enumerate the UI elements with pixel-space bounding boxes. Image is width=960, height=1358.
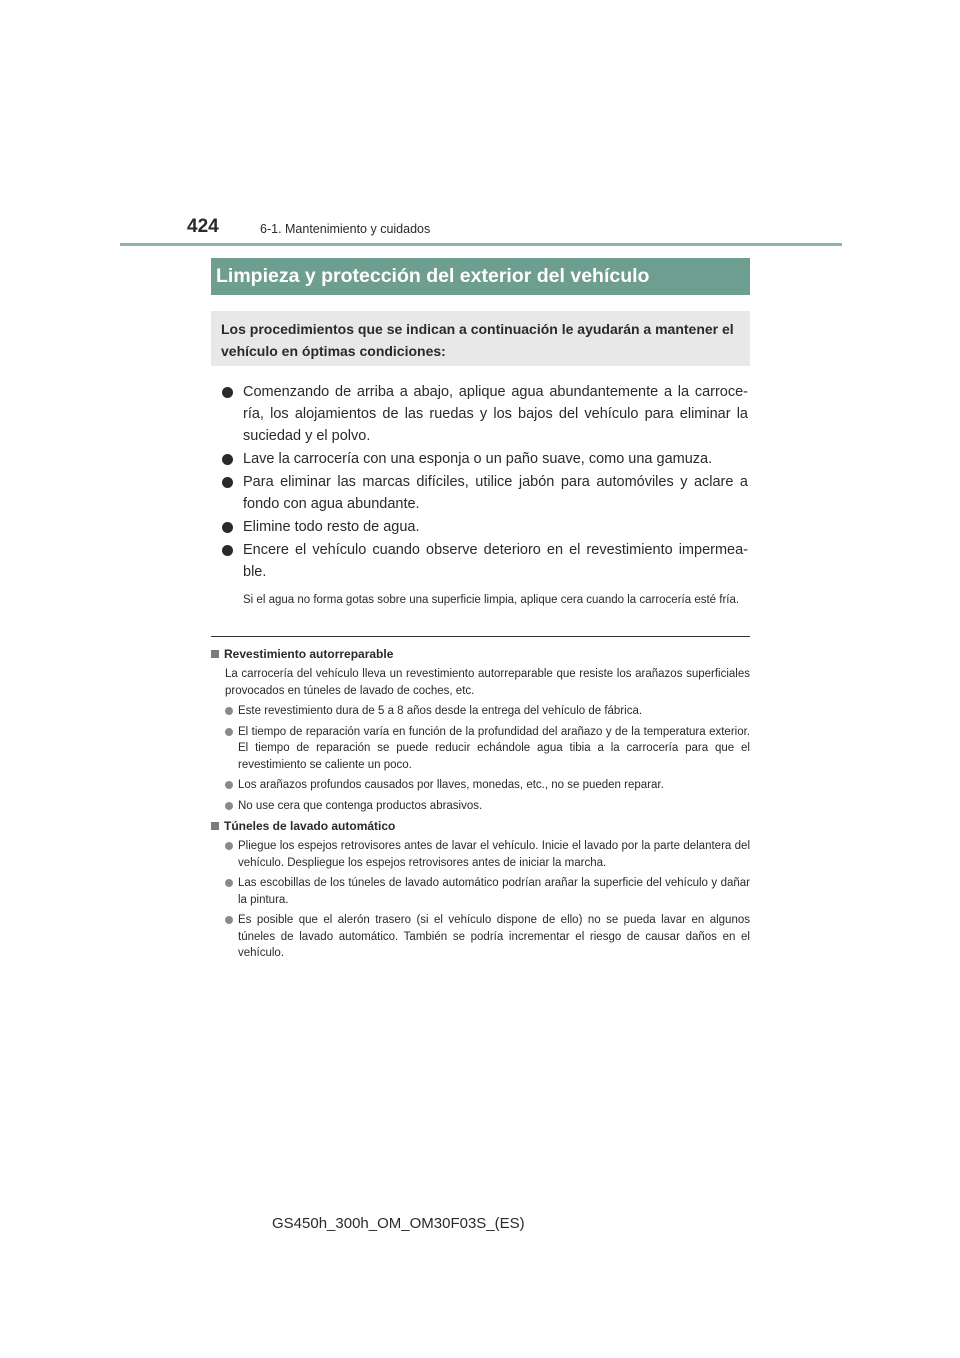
revestimiento-list bbox=[211, 703, 750, 814]
main-list-item bbox=[222, 448, 748, 470]
note-list-item bbox=[211, 703, 750, 720]
bullet-icon bbox=[222, 522, 233, 533]
page-number: 424 bbox=[187, 216, 219, 237]
note-list-item bbox=[211, 724, 750, 774]
header-divider bbox=[120, 243, 842, 246]
note-heading-tuneles bbox=[211, 818, 750, 835]
note-heading-text: Túneles de lavado automático bbox=[224, 819, 396, 833]
note-list-item bbox=[211, 798, 750, 815]
note-list-item bbox=[211, 777, 750, 794]
bullet-icon bbox=[225, 781, 233, 789]
main-item-text: Encere el vehículo cuando observe deterioro en el revestimiento impermea-ble. bbox=[243, 542, 748, 580]
intro-box: Los procedimientos que se indican a continuación le ayudarán a mantener el vehículo en óptimas condiciones: bbox=[211, 311, 750, 366]
note-paragraph: La carrocería del vehículo lleva un revestimiento autorreparable que resiste los arañazos superficiales provocados en túneles de lavado de coches, etc. bbox=[225, 668, 750, 697]
note-list-item bbox=[211, 875, 750, 908]
note-item-text: Los arañazos profundos causados por llaves, monedas, etc., no se pueden reparar. bbox=[238, 779, 664, 791]
main-item-text: Para eliminar las marcas difíciles, utilice jabón para automóviles y aclare a fondo con agua abundante. bbox=[243, 474, 748, 512]
main-list bbox=[222, 381, 748, 584]
main-list-item bbox=[222, 471, 748, 515]
main-item-text: Comenzando de arriba a abajo, aplique agua abundantemente a la carroce-ría, los alojamientos de las ruedas y los bajos del vehículo para eliminar la suciedad y el polvo. bbox=[243, 384, 748, 444]
square-bullet-icon bbox=[211, 650, 219, 658]
note-list-item bbox=[211, 912, 750, 962]
main-list-item bbox=[222, 381, 748, 447]
note-item-text: No use cera que contenga productos abrasivos. bbox=[238, 799, 483, 812]
square-bullet-icon bbox=[211, 822, 219, 830]
note-item-text: Pliegue los espejos retrovisores antes de lavar el vehículo. Inicie el lavado por la parte delantera del vehículo. Despliegue los espejos retrovisores antes de iniciar la marcha. bbox=[238, 840, 750, 869]
bullet-icon bbox=[222, 387, 233, 398]
note-list-item bbox=[211, 838, 750, 871]
main-item-text: Elimine todo resto de agua. bbox=[243, 519, 420, 535]
bullet-icon bbox=[225, 802, 233, 810]
bullet-icon bbox=[225, 842, 233, 850]
note-heading-text: Revestimiento autorreparable bbox=[224, 647, 394, 661]
bullet-icon bbox=[225, 916, 233, 924]
bullet-icon bbox=[225, 728, 233, 736]
note-heading-revestimiento bbox=[211, 646, 750, 663]
bullet-icon bbox=[225, 707, 233, 715]
bullet-icon bbox=[222, 545, 233, 556]
main-list-item bbox=[222, 539, 748, 583]
note-item-text: Este revestimiento dura de 5 a 8 años desde la entrega del vehículo de fábrica. bbox=[238, 705, 643, 717]
main-list-item bbox=[222, 516, 748, 538]
note-item-text: Es posible que el alerón trasero (si el vehículo dispone de ello) no se pueda lavar en algunos túneles de lavado automático. También se podría incrementar el riesgo de causar daños en el vehículo. bbox=[238, 914, 750, 959]
note-item-text: Las escobillas de los túneles de lavado automático podrían arañar la superficie del vehículo y dañar la pintura. bbox=[238, 877, 750, 906]
section-label: 6-1. Mantenimiento y cuidados bbox=[260, 222, 431, 236]
wax-note: Si el agua no forma gotas sobre una superficie limpia, aplique cera cuando la carrocería esté fría. bbox=[243, 594, 740, 606]
tuneles-list bbox=[211, 838, 750, 962]
note-item-text: El tiempo de reparación varía en función de la profundidad del arañazo y de la temperatura exterior. El tiempo de reparación se puede reducir echándole agua tibia a la carrocería para que el revestimiento se caliente un poco. bbox=[238, 725, 750, 771]
bullet-icon bbox=[225, 879, 233, 887]
bullet-icon bbox=[222, 477, 233, 488]
section-divider bbox=[211, 636, 750, 637]
main-item-text: Lave la carrocería con una esponja o un paño suave, como una gamuza. bbox=[243, 451, 713, 467]
section-title: Limpieza y protección del exterior del vehículo bbox=[211, 258, 750, 295]
document-code: GS450h_300h_OM_OM30F03S_(ES) bbox=[272, 1215, 525, 1232]
notes-section bbox=[211, 646, 750, 966]
bullet-icon bbox=[222, 454, 233, 465]
